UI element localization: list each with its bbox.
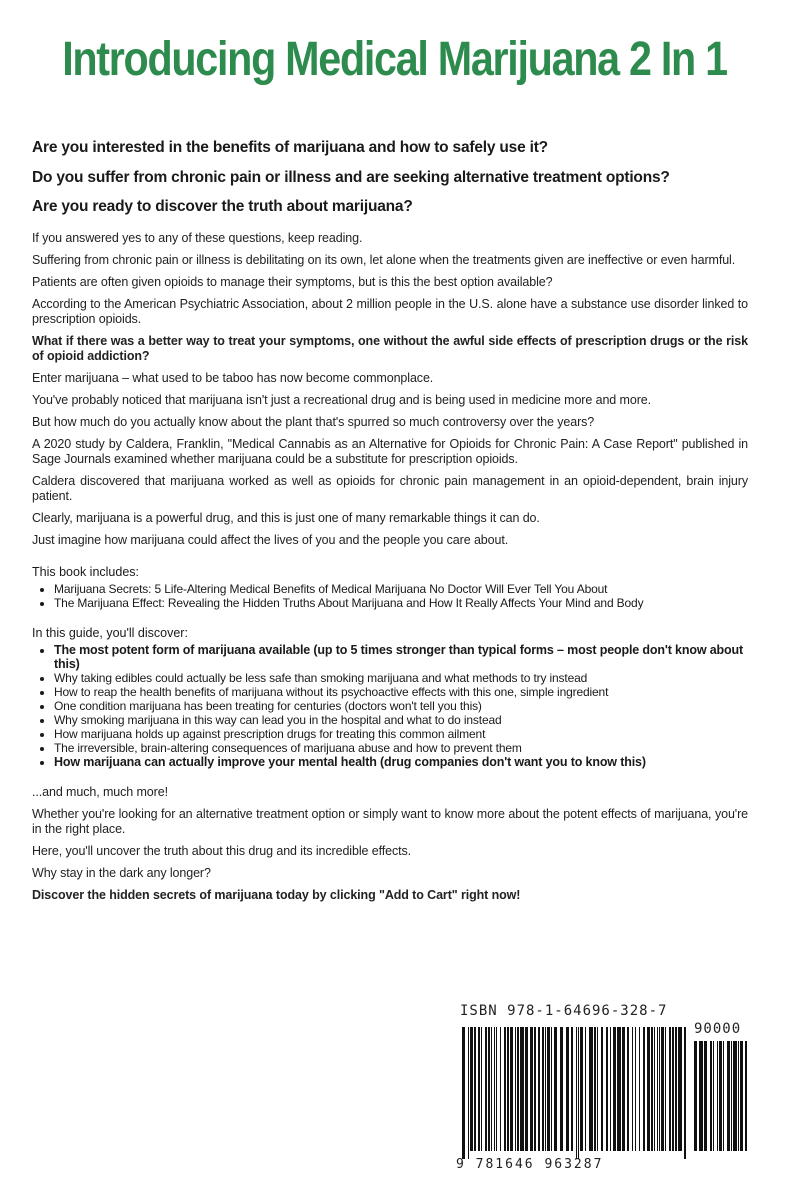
barcode-bar xyxy=(504,1027,506,1151)
barcode-bar xyxy=(517,1027,519,1151)
discover-heading: In this guide, you'll discover: xyxy=(32,626,188,640)
barcode-bar xyxy=(538,1027,540,1151)
isbn-number: ISBN 978-1-64696-328-7 xyxy=(460,1003,668,1019)
barcode-bar xyxy=(478,1027,480,1151)
barcode-bar xyxy=(585,1027,586,1151)
barcode-bar xyxy=(717,1041,718,1151)
barcode-bar xyxy=(462,1027,465,1159)
paragraph: Patients are often given opioids to manage their symptoms, but is this the best option available? xyxy=(32,275,553,289)
barcode-bar xyxy=(515,1027,516,1151)
list-item: • Why taking edibles could actually be less safe than smoking marijuana and what methods to try instead xyxy=(54,671,748,685)
barcode-bar xyxy=(613,1027,616,1151)
barcode-bar xyxy=(699,1041,703,1151)
barcode-bar xyxy=(669,1027,671,1151)
list-item: • Marijuana Secrets: 5 Life-Altering Medical Benefits of Medical Marijuana No Doctor Will Ever Tell You About xyxy=(54,582,748,596)
closing-line: Here, you'll uncover the truth about this drug and its incredible effects. xyxy=(32,844,412,858)
barcode-bar xyxy=(627,1027,629,1151)
barcode-bar xyxy=(672,1027,674,1151)
barcode-bar xyxy=(659,1027,660,1151)
includes-heading: This book includes: xyxy=(32,565,140,579)
barcode-bar xyxy=(684,1027,686,1159)
barcode-bar xyxy=(639,1027,640,1151)
barcode-bar xyxy=(710,1041,712,1151)
paragraph: Suffering from chronic pain or illness is debilitating on its own, let alone when the treatments given are ineffective or even harmful. xyxy=(32,253,736,267)
barcode-bar xyxy=(745,1041,747,1151)
barcode-bar xyxy=(733,1041,737,1151)
barcode-bar xyxy=(647,1027,650,1151)
barcode-bar xyxy=(510,1027,513,1151)
barcode-bar xyxy=(713,1041,714,1151)
barcode-bar xyxy=(485,1027,487,1151)
barcode-bar xyxy=(740,1041,743,1151)
barcode-bar xyxy=(470,1027,473,1151)
barcode-bar xyxy=(542,1027,544,1151)
barcode-bar xyxy=(560,1027,563,1151)
barcode-bar xyxy=(576,1027,577,1159)
list-item: • How to reap the health benefits of marijuana without its psychoactive effects with this one, simple ingredient xyxy=(54,685,748,699)
barcode-bar xyxy=(500,1027,501,1151)
barcode-bar xyxy=(566,1027,569,1151)
book-title: Introducing Medical Marijuana 2 In 1 xyxy=(62,33,727,86)
barcode-bar xyxy=(617,1027,621,1151)
barcode-bar xyxy=(643,1027,645,1151)
list-item: • One condition marijuana has been treating for centuries (doctors won't tell you this) xyxy=(54,699,748,713)
list-item: • Why smoking marijuana in this way can lead you in the hospital and what to do instead xyxy=(54,713,748,727)
isbn-barcode xyxy=(454,1003,754,1173)
question-2: Do you suffer from chronic pain or illness and are seeking alternative treatment options? xyxy=(32,169,670,186)
barcode-bar xyxy=(520,1027,524,1151)
barcode-bar xyxy=(507,1027,509,1151)
barcode-bar xyxy=(571,1027,573,1151)
paragraph: If you answered yes to any of these questions, keep reading. xyxy=(32,231,363,245)
barcode-bar xyxy=(474,1027,476,1151)
paragraph: What if there was a better way to treat your symptoms, one without the awful side effects of prescription drugs or the risk of opioid addiction? xyxy=(32,334,748,363)
list-item: • The irreversible, brain-altering consequences of marijuana abuse and how to prevent them xyxy=(54,741,748,755)
barcode-bar xyxy=(530,1027,533,1151)
barcode-bar xyxy=(622,1027,625,1151)
barcode-bar xyxy=(661,1027,664,1151)
closing-line: Why stay in the dark any longer? xyxy=(32,866,211,880)
ean-number: 9 781646 963287 xyxy=(456,1157,604,1172)
barcode-bar xyxy=(534,1027,536,1151)
barcode-bar xyxy=(694,1041,697,1151)
paragraph: But how much do you actually know about the plant that's spurred so much controversy over the years? xyxy=(32,415,595,429)
barcode-bar xyxy=(635,1027,636,1151)
barcode-bar xyxy=(494,1027,495,1151)
barcode-bars-icon xyxy=(462,1027,690,1159)
barcode-bar xyxy=(651,1027,653,1151)
barcode-bar xyxy=(491,1027,492,1151)
barcode-bar xyxy=(675,1027,677,1151)
barcode-bar xyxy=(468,1027,469,1159)
barcode-bar xyxy=(704,1041,707,1151)
barcode-bar xyxy=(723,1041,724,1151)
barcode-bar xyxy=(547,1027,550,1151)
barcode-bar xyxy=(601,1027,603,1151)
question-1: Are you interested in the benefits of marijuana and how to safely use it? xyxy=(32,139,548,156)
paragraph: Just imagine how marijuana could affect the lives of you and the people you care about. xyxy=(32,533,509,547)
paragraph: Caldera discovered that marijuana worked as well as opioids for chronic pain management in an opioid-dependent, brain injury patient. xyxy=(32,474,748,503)
list-item: • The most potent form of marijuana available (up to 5 times stronger than typical forms – most people don't know about this) xyxy=(54,643,748,671)
barcode-bar xyxy=(731,1041,732,1151)
barcode-bar xyxy=(545,1027,546,1151)
question-3: Are you ready to discover the truth about marijuana? xyxy=(32,198,413,215)
barcode-bar xyxy=(727,1041,730,1151)
paragraph: Clearly, marijuana is a powerful drug, and this is just one of many remarkable things it can do. xyxy=(32,511,540,525)
discover-list xyxy=(32,643,748,769)
closing-line: Whether you're looking for an alternative treatment option or simply want to know more about the potent effects of marijuana, you're in the right place. xyxy=(32,807,748,836)
list-item: • The Marijuana Effect: Revealing the Hidden Truths About Marijuana and How It Really Affects Your Mind and Body xyxy=(54,596,748,610)
barcode-bar xyxy=(610,1027,611,1151)
barcode-bar xyxy=(481,1027,482,1151)
closing-line: ...and much, much more! xyxy=(32,785,168,799)
barcode-bar xyxy=(589,1027,593,1151)
barcode-bar xyxy=(738,1041,739,1151)
back-cover-text xyxy=(32,138,748,910)
barcode-bar xyxy=(657,1027,658,1151)
barcode-bar xyxy=(525,1027,528,1151)
barcode-bar xyxy=(719,1041,722,1151)
barcode-bar xyxy=(678,1027,682,1151)
barcode-bar xyxy=(665,1027,666,1151)
paragraph: According to the American Psychiatric Association, about 2 million people in the U.S. alone have a substance use disorder linked to prescription opioids. xyxy=(32,297,748,326)
barcode-bar xyxy=(551,1027,552,1151)
list-item: • How marijuana can actually improve your mental health (drug companies don't want you to know this) xyxy=(54,755,748,769)
barcode-bar xyxy=(580,1027,583,1151)
paragraph: You've probably noticed that marijuana isn't just a recreational drug and is being used in medicine more and more. xyxy=(32,393,651,407)
barcode-bar xyxy=(632,1027,633,1151)
barcode-bar xyxy=(554,1027,557,1151)
call-to-action: Discover the hidden secrets of marijuana today by clicking "Add to Cart" right now! xyxy=(32,888,521,902)
list-item: • How marijuana holds up against prescription drugs for treating this common ailment xyxy=(54,727,748,741)
includes-list xyxy=(32,582,748,610)
barcode-bar xyxy=(597,1027,598,1151)
barcode-bar xyxy=(654,1027,655,1151)
barcode-addon-bars-icon xyxy=(694,1041,750,1159)
price-code: 90000 xyxy=(694,1021,742,1037)
paragraph: A 2020 study by Caldera, Franklin, "Medical Cannabis as an Alternative for Opioids for Chronic Pain: A Case Report" published in Sage Journals examined whether marijuana could be a substitute for prescription opioids. xyxy=(32,437,748,466)
paragraph: Enter marijuana – what used to be taboo has now become commonplace. xyxy=(32,371,434,385)
barcode-bar xyxy=(496,1027,497,1151)
barcode-bar xyxy=(594,1027,596,1151)
barcode-bar xyxy=(578,1027,579,1159)
barcode-bar xyxy=(606,1027,608,1151)
barcode-bar xyxy=(488,1027,490,1151)
